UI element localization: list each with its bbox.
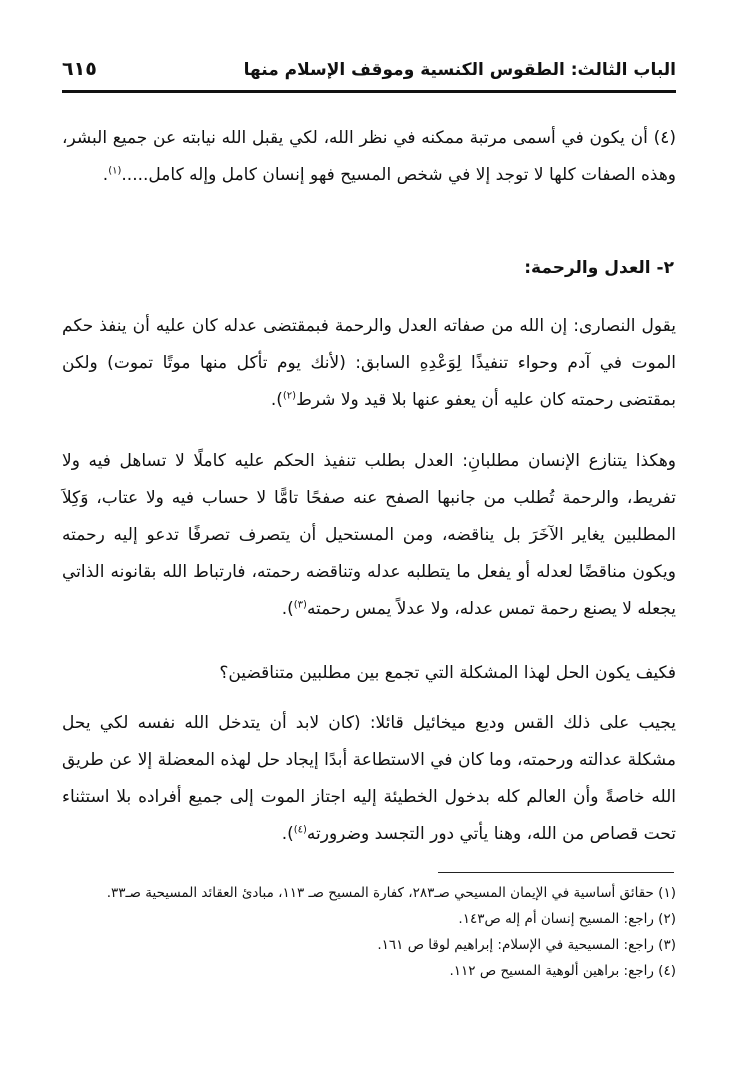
running-header xyxy=(62,56,676,93)
paragraph-3: يجيب على ذلك القس وديع ميخائيل قائلا: (كان لابد أن يتدخل الله نفسه لكي يحل مشكلة عدالته ورحمته، وما كان في الاستطاعة أبدًا إيجاد حل لهذه المعضلة إلا عن طريق الله خاصةً وأن العالم كله بدخول الخطيئة إليه اجتاز الموت إلى جميع أفراده بلا استثناء تحت قصاص من الله، وهنا يأتي دور التجسد وضرورته$^{(٤)}$). xyxy=(62,713,676,844)
footnote-ref-3[interactable]: (٣) xyxy=(293,599,307,611)
footnote-ref-4[interactable]: (٤) xyxy=(293,824,307,836)
paragraph-2: وهكذا يتنازع الإنسان مطلبانِ: العدل بطلب تنفيذ الحكم عليه كاملًا لا تساهل فيه ولا تفريط، والرحمة تُطلب من جانبها الصفح عنه صفحًا تامًّا لا حساب فيه ولا عتاب، وَكِلاَ المطلبين يغاير الآخَرَ بل يناقضه، ومن المستحيل أن يتصرف تصرفًا تدعو إليه رحمته ويكون مناقضًا لعدله أو يفعل ما يتطلبه عدله وتناقضه رحمته، فارتباط الله بقانونه الذاتي يجعله لا يصنع رحمة تمس عدله، ولا عدلاً يمس رحمته$^{(٣)}$). xyxy=(62,451,676,619)
paragraph-1-text: يقول النصارى: إن الله من صفاته العدل والرحمة فبمقتضى عدله كان عليه أن ينفذ حكم الموت في آدم وحواء تنفيذًا لِوَعْدِهِ السابق: (لأنك يوم تأكل منها موتًا تموت) ولكن بمقتضى رحمته كان عليه أن يعفو عنها بلا قيد ولا شرط xyxy=(62,316,676,410)
paragraph-1: يقول النصارى: إن الله من صفاته العدل والرحمة فبمقتضى عدله كان عليه أن ينفذ حكم الموت في آدم وحواء تنفيذًا لِوَعْدِهِ السابق: (لأنك يوم تأكل منها موتًا تموت) ولكن بمقتضى رحمته كان عليه أن يعفو عنها بلا قيد ولا شرط$^{(٢)}$). xyxy=(62,316,676,410)
list-item-4-text: (٤) أن يكون في أسمى مرتبة ممكنه في نظر الله، لكي يقبل الله نيابته عن جميع البشر، وهذه الصفات كلها لا توجد إلا في شخص المسيح فهو إنسان كامل وإله كامل..... xyxy=(62,128,676,185)
footnote-ref-1[interactable]: (١) xyxy=(108,165,122,177)
footnote-4: (٤) راجع: براهين ألوهية المسيح ص ١١٢. xyxy=(449,963,676,979)
paragraph-3-text: يجيب على ذلك القس وديع ميخائيل قائلا: (كان لابد أن يتدخل الله نفسه لكي يحل مشكلة عدالته ورحمته، وما كان في الاستطاعة أبدًا إيجاد حل لهذه المعضلة إلا عن طريق الله خاصةً وأن العالم كله بدخول الخطيئة إليه اجتاز الموت إلى جميع أفراده بلا استثناء تحت قصاص من الله، وهنا يأتي دور التجسد وضرورته xyxy=(62,713,676,844)
section-heading: ٢- العدل والرحمة: xyxy=(524,258,674,278)
page-number: ٦١٥ xyxy=(62,58,97,80)
footnote-ref-2[interactable]: (٢) xyxy=(282,390,297,402)
question-line: فكيف يكون الحل لهذا المشكلة التي تجمع بين مطلبين متناقضين؟ xyxy=(219,663,676,683)
footnote-1: (١) حقائق أساسية في الإيمان المسيحي صـ٢٨٣، كفارة المسيح صـ ١١٣، مبادئ العقائد المسيحية صـ٣٣. xyxy=(106,885,676,901)
list-item-4: (٤) أن يكون في أسمى مرتبة ممكنه في نظر الله، لكي يقبل الله نيابته عن جميع البشر، وهذه الصفات كلها لا توجد إلا في شخص المسيح فهو إنسان كامل وإله كامل.....$^{(١)}$. xyxy=(62,128,676,185)
footnote-3: (٣) راجع: المسيحية في الإسلام: إبراهيم لوقا ص ١٦١. xyxy=(377,937,676,953)
footnotes xyxy=(62,880,676,984)
paragraph-2-text: وهكذا يتنازع الإنسان مطلبانِ: العدل بطلب تنفيذ الحكم عليه كاملًا لا تساهل فيه ولا تفريط، والرحمة تُطلب من جانبها الصفح عنه صفحًا تامًّا لا حساب فيه ولا عتاب، وَكِلاَ المطلبين يغاير الآخَرَ بل يناقضه، ومن المستحيل أن يتصرف تصرفًا تدعو إليه رحمته ويكون مناقضًا لعدله أو يفعل ما يتطلبه عدله وتناقضه رحمته، فارتباط الله بقانونه الذاتي يجعله لا يصنع رحمة تمس عدله، ولا عدلاً يمس رحمته xyxy=(62,451,676,619)
chapter-title: الباب الثالث: الطقوس الكنسية وموقف الإسلام منها xyxy=(243,60,676,80)
footnote-2: (٢) راجع: المسيح إنسان أم إله ص١٤٣. xyxy=(458,911,676,927)
footnote-divider xyxy=(438,872,674,873)
